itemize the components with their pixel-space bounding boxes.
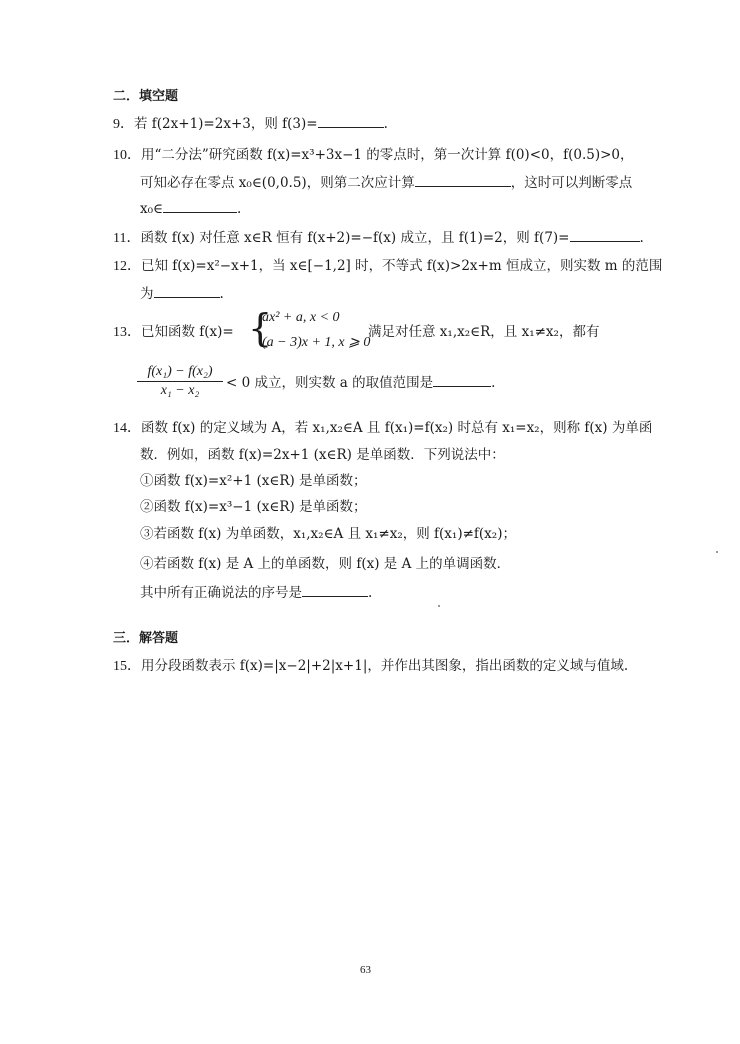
answer-blank	[154, 283, 220, 298]
question-9	[113, 113, 388, 135]
question-15	[113, 656, 628, 677]
question-end: .	[639, 230, 644, 246]
fraction-bar	[137, 381, 223, 382]
question-12-line1	[113, 256, 662, 277]
question-10-line3	[140, 198, 241, 219]
question-13-line2	[226, 372, 495, 393]
question-number: 15．	[113, 659, 141, 674]
answer-blank	[570, 227, 640, 242]
question-14-item-3: ③若函数 f(x) 为单函数，x₁,x₂∈A 且 x₁≠x₂，则 f(x₁)≠f(x₂)；	[140, 526, 516, 542]
question-end: .	[368, 585, 373, 601]
piecewise-function	[248, 306, 371, 356]
question-end: .	[237, 201, 242, 217]
answer-blank	[302, 582, 368, 597]
question-text: 用“二分法”研究函数 f(x)=x³+3x−1 的零点时，第一次计算 f(0)<0，f(0.5)>0，	[141, 147, 634, 163]
fraction-denominator: x₁ − x₂	[160, 383, 200, 398]
question-text: 已知函数 f(x)=	[141, 324, 234, 340]
question-13-line1	[113, 322, 234, 343]
difference-quotient	[137, 364, 223, 399]
question-14-item-2: ②函数 f(x)=x³−1 (x∈R) 是单函数；	[140, 499, 367, 515]
question-text: ，这时可以判断零点	[510, 175, 633, 191]
question-end: .	[491, 375, 496, 391]
question-14-line1	[113, 418, 652, 439]
question-text: 若 f(2x+1)=2x+3，则 f(3)=	[134, 116, 318, 132]
question-text: < 0 成立，则实数 a 的取值范围是	[226, 375, 434, 391]
brace-symbol: {	[248, 306, 273, 350]
page-number: 63	[360, 964, 371, 976]
answer-blank	[318, 113, 384, 128]
question-text: 其中所有正确说法的序号是	[140, 585, 302, 601]
section-fill-blank-title: 二．填空题	[113, 89, 179, 104]
piecewise-case-1: ax² + a, x < 0	[262, 310, 340, 325]
answer-blank	[433, 372, 491, 387]
question-text: 为	[140, 286, 154, 302]
question-text: x₀∈	[140, 201, 164, 217]
answer-blank	[415, 172, 511, 187]
question-number: 13．	[113, 325, 141, 340]
question-13-suffix: 满足对任意 x₁,x₂∈R，且 x₁≠x₂，都有	[368, 324, 600, 340]
question-text: 可知必存在零点 x₀∈(0,0.5)，则第二次应计算	[140, 175, 415, 191]
scan-speck	[716, 551, 718, 553]
question-number: 10．	[113, 148, 141, 163]
question-10-line1	[113, 145, 634, 166]
question-14-last	[140, 582, 372, 603]
question-number: 9．	[113, 117, 134, 132]
question-14-line2: 数．例如，函数 f(x)=2x+1 (x∈R) 是单函数．下列说法中：	[140, 447, 505, 463]
question-number: 12．	[113, 259, 141, 274]
question-text: 已知 f(x)=x²−x+1，当 x∈[−1,2] 时，不等式 f(x)>2x+m 恒成立，则实数 m 的范围	[141, 258, 663, 274]
question-11	[113, 227, 644, 249]
question-end: .	[219, 286, 224, 302]
question-12-line2	[140, 283, 224, 304]
scan-speck	[438, 605, 440, 607]
question-10-line2	[140, 172, 632, 193]
section-answer-title: 三．解答题	[113, 631, 179, 646]
question-text: 函数 f(x) 的定义域为 A，若 x₁,x₂∈A 且 f(x₁)=f(x₂) 时总有 x₁=x₂，则称 f(x) 为单函	[141, 420, 653, 436]
question-14-item-1: ①函数 f(x)=x²+1 (x∈R) 是单函数；	[140, 473, 367, 489]
question-number: 11．	[113, 231, 141, 246]
question-14-item-4: ④若函数 f(x) 是 A 上的单函数，则 f(x) 是 A 上的单调函数．	[140, 556, 511, 572]
question-end: .	[383, 116, 388, 132]
question-text: 用分段函数表示 f(x)=|x−2|+2|x+1|，并作出其图象，指出函数的定义域与值域.	[141, 658, 629, 674]
piecewise-case-2: (a − 3)x + 1, x ⩾ 0	[262, 335, 371, 350]
fraction-numerator: f(x₁) − f(x₂)	[147, 364, 213, 379]
question-number: 14．	[113, 421, 141, 436]
answer-blank	[163, 198, 237, 213]
question-text: 函数 f(x) 对任意 x∈R 恒有 f(x+2)=−f(x) 成立，且 f(1)=2，则 f(7)=	[140, 230, 570, 246]
